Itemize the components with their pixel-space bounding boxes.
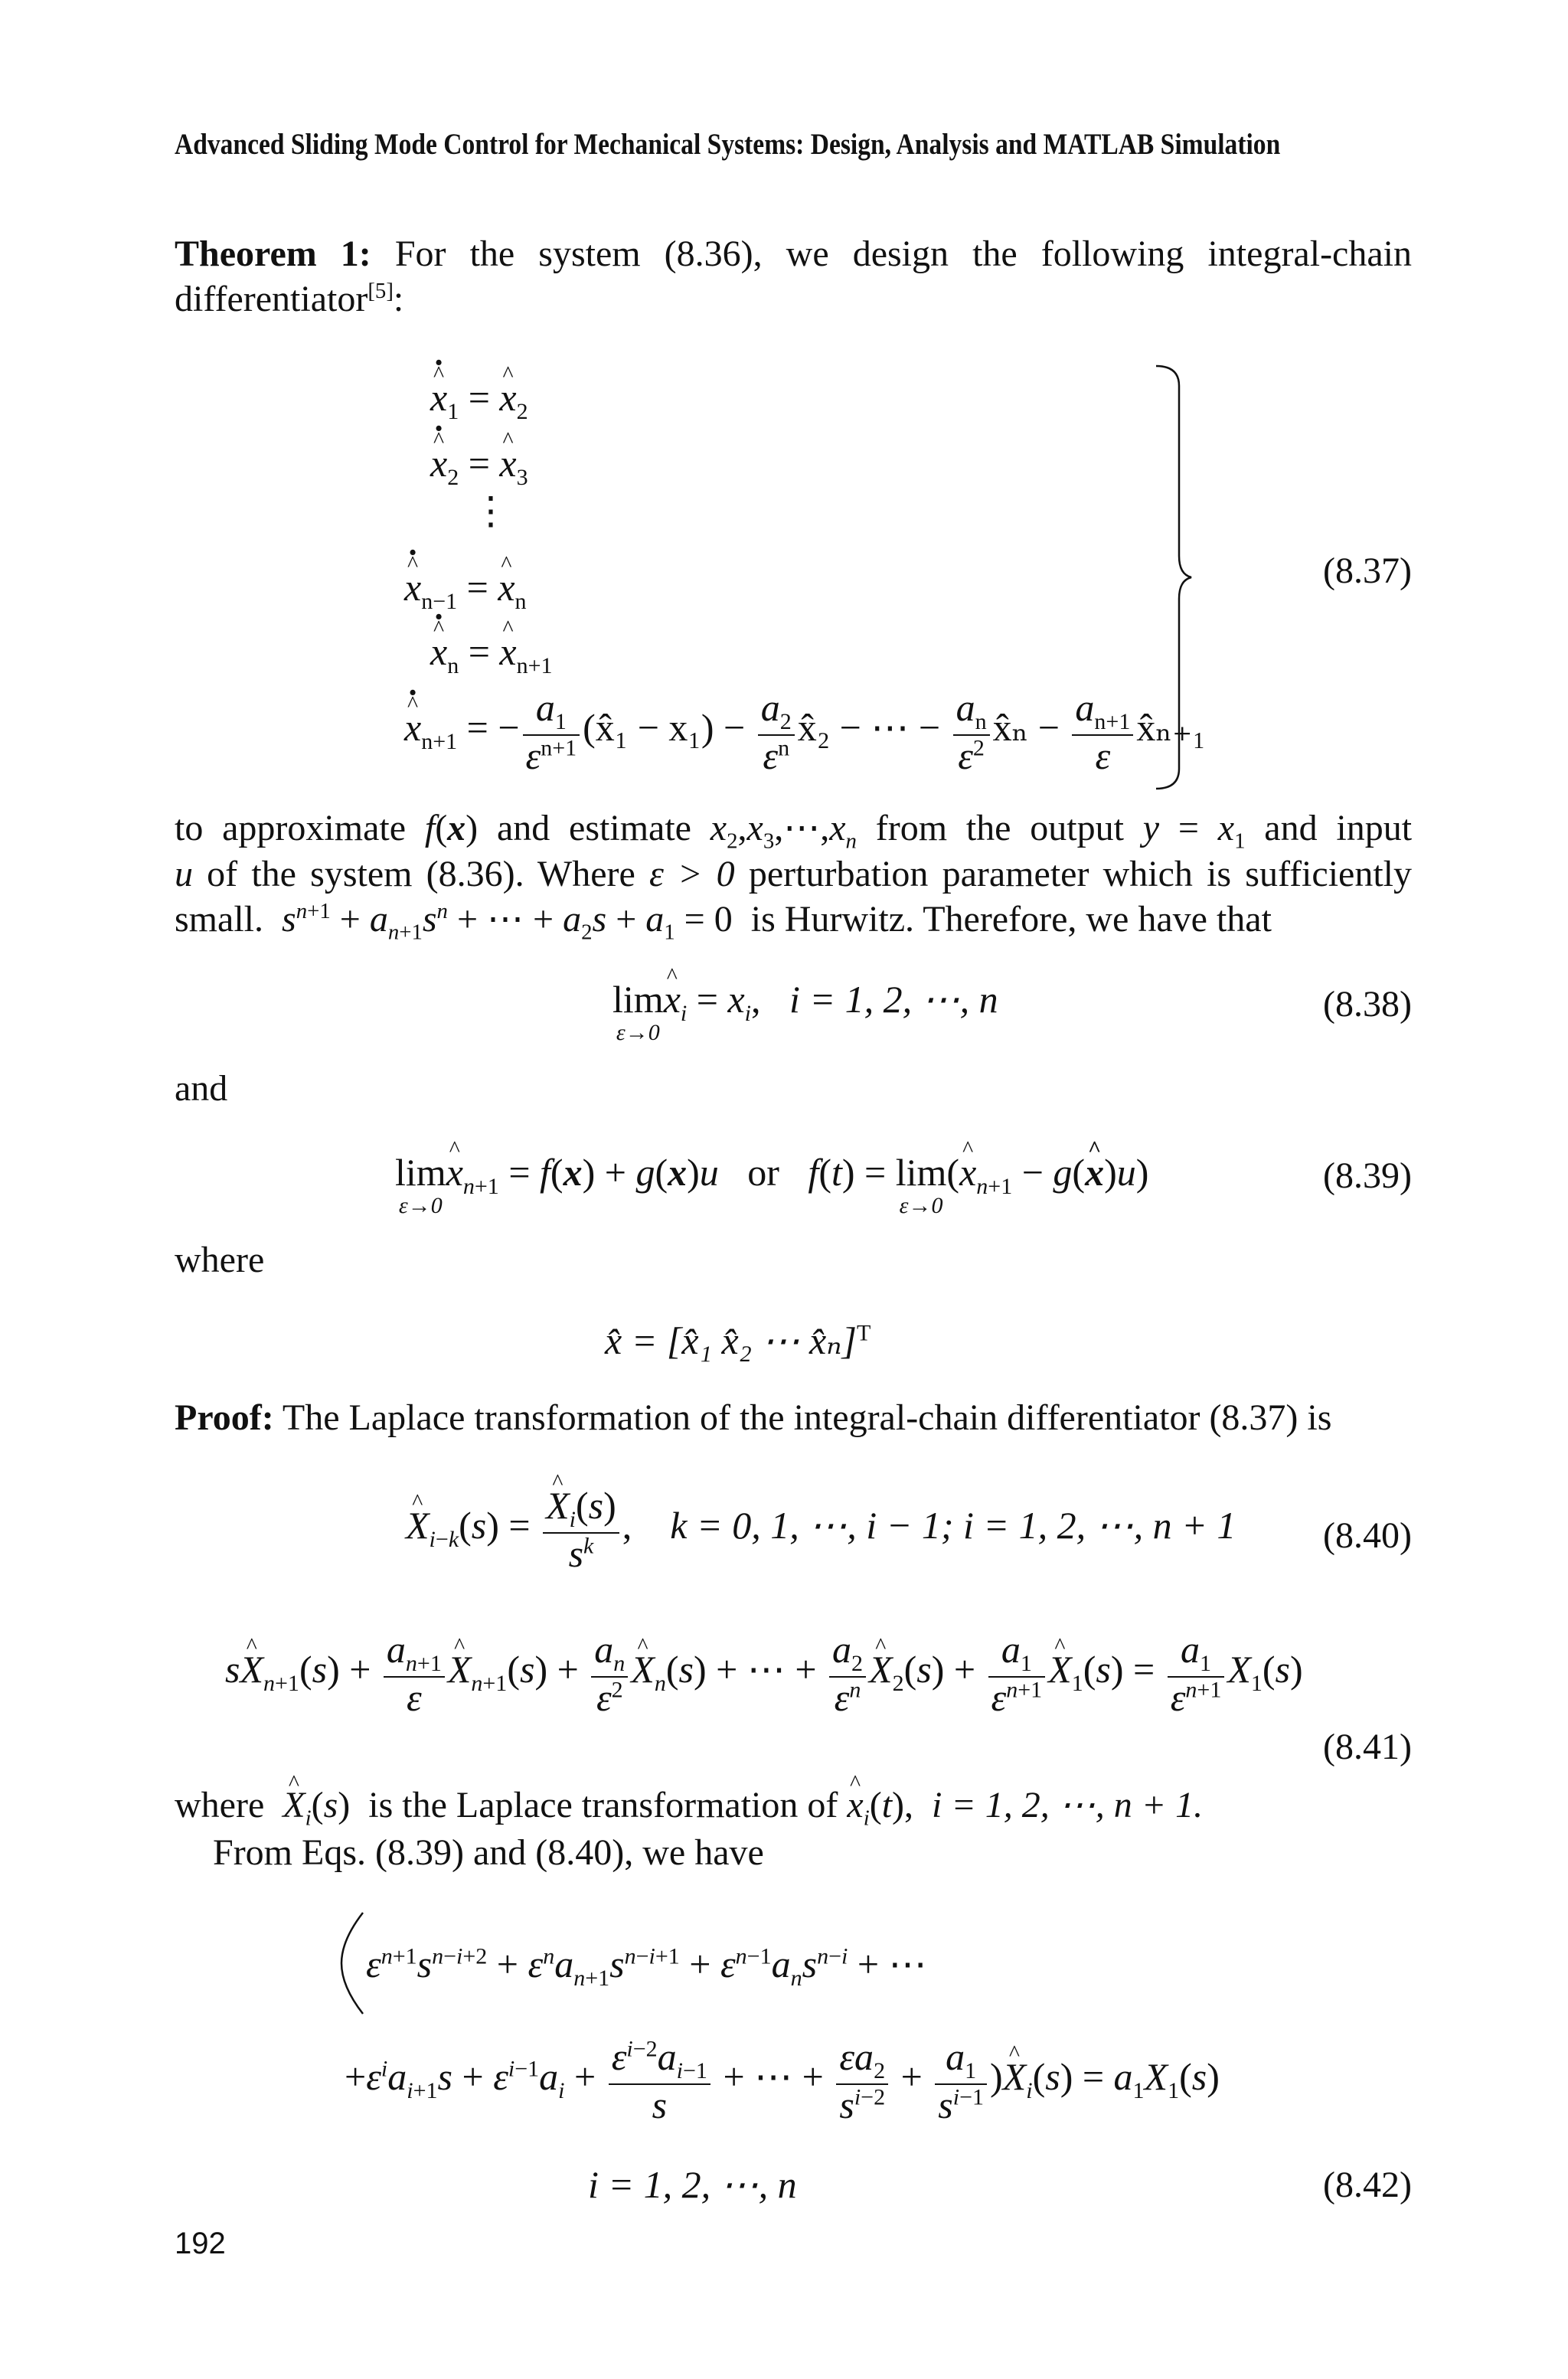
eq-8-42-line-2: $+\varepsilon^ia_{i+1}s + \varepsilon^{i-1}a_i$ + $\frac{\varepsilon^{i-2}a_{i-1}}{s}$ + ⋯ + $\frac{\varepsilon a_2}{s^{i-2}}$ + $\frac{a_1}{s^{i-1}}$ )^ $X_i(s) = a_1X_1(s)$ bbox=[345, 2037, 1220, 2125]
after-41-line-1: where ^ $X_i(s)$ is the Laplace transformation of ^ $x_i(t)$, i = 1, 2, ⋯, n + 1. bbox=[175, 1787, 1203, 1829]
left-paren-top bbox=[337, 1910, 368, 2017]
proof-line: Proof: The Laplace transformation of the integral-chain differentiator (8.37) is bbox=[175, 1397, 1332, 1438]
theorem-text: For the system (8.36), we design the following integral-chain bbox=[394, 234, 1412, 274]
eq-8-37-row-6: ^ $x \cdot_{n+1}$ = − $\frac{a_1}{\varepsilon^{n+1}}$ (x̂₁ − x₁) − $\frac{a_2}{\varepsilon^n}$ x̂₂ − ⋯ − $\frac{a_n}{\varepsilon^2}$ x̂ₙ − $\frac{a_{n+1}}{\varepsilon}$ x̂ₙ₊₁ bbox=[404, 688, 1206, 776]
citation: [5] bbox=[368, 279, 394, 303]
after-41-line-2: From Eqs. (8.39) and (8.40), we have bbox=[213, 1832, 764, 1873]
eq-8-37-row-1: ^ $x \cdot_1$ = ^ $x_2$ bbox=[430, 378, 528, 423]
eq-8-42-cond: i = 1, 2, ⋯, n bbox=[588, 2163, 797, 2206]
para-line-2: u of the system (8.36). Where ε > 0 perturbation parameter which is sufficiently bbox=[175, 854, 1413, 894]
xhat-vector: x̂ = [x̂₁ x̂₂ ⋯ x̂ₙ]$^T$ bbox=[605, 1319, 871, 1362]
eq-8-42-line-1: $\varepsilon^{n+1}s^{n-i+2} + \varepsilon^na_{n+1}s^{n-i+1} + \varepsilon^{n-1}a_ns^{n-i}$ + ⋯ bbox=[366, 1943, 927, 1991]
eq-number-8-38: (8.38) bbox=[1323, 984, 1412, 1024]
eq-8-39: lim ε→0 ^ $x_{n+1} = f(x) + g(x)u$ or f(t) = lim ε→0 (^ $x_{n+1}$ − g(^ x)u) bbox=[395, 1153, 1148, 1217]
word-and: and bbox=[175, 1068, 228, 1109]
running-header: Advanced Sliding Mode Control for Mechanical Systems: Design, Analysis and MATLAB Simulation bbox=[175, 128, 1281, 161]
eq-number-8-39: (8.39) bbox=[1323, 1155, 1412, 1196]
right-brace bbox=[1148, 363, 1194, 792]
theorem-line-1 bbox=[175, 236, 1412, 273]
eq-8-37-vdots: ⋮ bbox=[472, 489, 510, 532]
eq-8-41: s^ $X_{n+1}(s)$ + $\frac{a_{n+1}}{\varepsilon}$ ^ $X_{n+1}(s)$ + $\frac{a_n}{\varepsilon^2}$ ^ $X_n(s)$ + ⋯ + $\frac{a_2}{\varepsilon^n}$ ^ $X_2(s)$ + $\frac{a_1}{\varepsilon^{n+1}}$ ^ $X_1(s)$ = $\frac{a_1}{\varepsilon^{n+1}}$ $X_1(s)$ bbox=[225, 1629, 1303, 1717]
eq-8-37-row-5: ^ $x \cdot_n$ = ^ $x_{n+1}$ bbox=[430, 632, 553, 678]
theorem-line-2: differentiator[5]: bbox=[175, 279, 404, 319]
proof-label: Proof: bbox=[175, 1397, 274, 1438]
para-line-1: to approximate f(x) and estimate $x_2,x_3,\cdots,x_n$ from the output $y = x_1$ and input bbox=[175, 808, 1413, 854]
word-where: where bbox=[175, 1240, 265, 1280]
eq-number-8-37: (8.37) bbox=[1323, 551, 1412, 591]
page-number: 192 bbox=[175, 2227, 226, 2260]
para-line-3: small. $s^{n+1} + a_{n+1}s^n$ + ⋯ + $a_2s + a_1 = 0$ is Hurwitz. Therefore, we have that bbox=[175, 899, 1272, 945]
eq-number-8-40: (8.40) bbox=[1323, 1515, 1412, 1556]
eq-8-38: lim ε→0 ^ $x_i = x_i$, i = 1, 2, ⋯, n bbox=[612, 980, 998, 1044]
eq-8-37-row-4: ^ $x \cdot_{n-1}$ = ^ $x_n$ bbox=[404, 568, 527, 613]
eq-8-37-row-2: ^ $x \cdot_2$ = ^ $x_3$ bbox=[430, 444, 528, 489]
eq-number-8-42: (8.42) bbox=[1323, 2165, 1412, 2205]
eq-number-8-41: (8.41) bbox=[1323, 1727, 1412, 1767]
theorem-label: Theorem 1: bbox=[175, 234, 371, 274]
eq-8-40: ^ $X_{i-k}(s)$ = ^ $\frac{X_i(s)}{s^k}$ , k = 0, 1, ⋯, i − 1; i = 1, 2, ⋯, n + 1 bbox=[406, 1485, 1236, 1573]
